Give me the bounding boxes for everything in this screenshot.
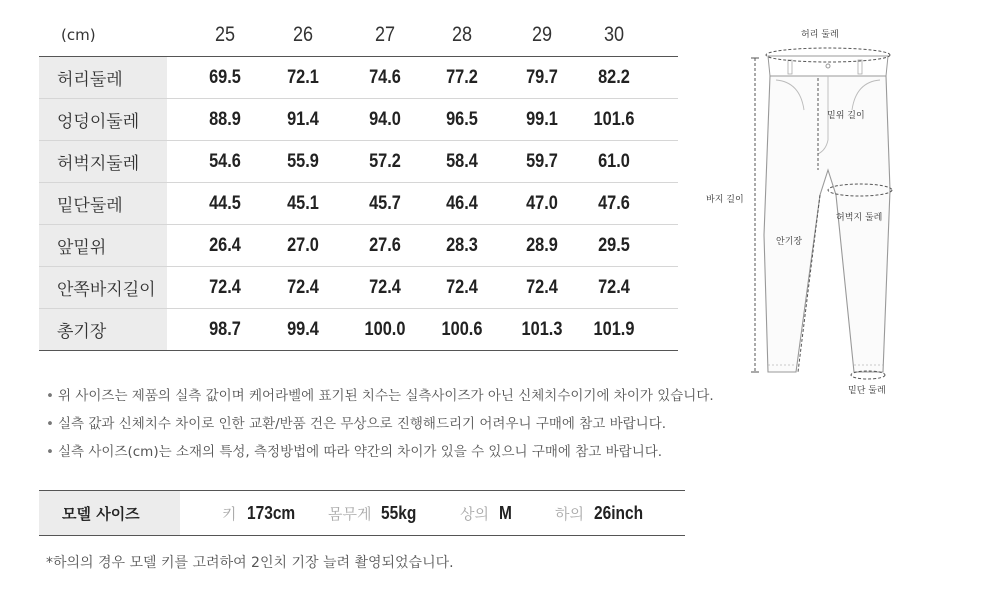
table-cell: 74.6 — [369, 66, 401, 88]
row-label: 허벅지둘레 — [39, 141, 167, 182]
table-cell: 101.3 — [521, 318, 563, 340]
inseam-label: 안기장 — [776, 237, 803, 247]
model-bottom-key: 하의 — [555, 504, 584, 523]
table-cell: 79.7 — [526, 66, 558, 88]
model-height-value: 173cm — [246, 502, 295, 523]
table-cell: 55.9 — [287, 150, 319, 172]
note-item — [46, 382, 726, 410]
note-text: 실측 사이즈(cm)는 소재의 특성, 측정방법에 따라 약간의 차이가 있을 수 있으니 구매에 참고 바랍니다. — [58, 444, 663, 460]
footnote: *하의의 경우 모델 키를 고려하여 2인치 기장 늘려 촬영되었습니다. — [46, 555, 454, 571]
bullet-icon: • — [46, 416, 54, 432]
size-notes — [46, 382, 726, 466]
table-row — [39, 309, 678, 351]
table-cell: 72.4 — [369, 276, 401, 298]
table-cell: 72.4 — [287, 276, 319, 298]
table-cell: 99.4 — [287, 318, 319, 340]
model-top-value: M — [498, 502, 512, 523]
size-col-28: 28 — [451, 23, 473, 46]
size-col-26: 26 — [292, 23, 314, 46]
table-cell: 69.5 — [209, 66, 241, 88]
unit-label: (cm) — [61, 26, 96, 44]
model-top-key: 상의 — [460, 504, 489, 523]
table-cell: 88.9 — [209, 108, 241, 130]
table-cell: 26.4 — [209, 234, 241, 256]
table-row — [39, 225, 678, 267]
row-label: 앞밑위 — [39, 225, 167, 266]
waist-label: 허리 둘레 — [801, 30, 839, 40]
table-cell: 94.0 — [369, 108, 401, 130]
size-table — [39, 14, 678, 351]
size-col-30: 30 — [603, 23, 625, 46]
table-cell: 57.2 — [369, 150, 401, 172]
model-weight-key: 몸무게 — [328, 504, 372, 523]
model-bottom-value: 26inch — [593, 502, 644, 523]
table-cell: 72.4 — [526, 276, 558, 298]
pants-measurement-diagram — [700, 20, 905, 400]
note-item — [46, 438, 726, 466]
row-label: 안쪽바지길이 — [39, 267, 167, 308]
table-cell: 44.5 — [209, 192, 241, 214]
table-cell: 77.2 — [446, 66, 478, 88]
table-cell: 61.0 — [598, 150, 630, 172]
rise-label: 밑위 길이 — [827, 111, 865, 121]
table-cell: 72.4 — [598, 276, 630, 298]
size-col-29: 29 — [531, 23, 553, 46]
table-cell: 101.9 — [593, 318, 635, 340]
table-cell: 99.1 — [526, 108, 558, 130]
model-height — [222, 491, 303, 535]
model-weight — [328, 491, 423, 535]
model-height-key: 키 — [222, 504, 237, 523]
size-header-row — [39, 14, 678, 57]
bullet-icon: • — [46, 444, 54, 460]
table-row — [39, 141, 678, 183]
table-cell: 100.0 — [364, 318, 406, 340]
table-cell: 59.7 — [526, 150, 558, 172]
table-cell: 47.6 — [598, 192, 630, 214]
table-row — [39, 57, 678, 99]
table-row — [39, 267, 678, 309]
thigh-label: 허벅지 둘레 — [836, 213, 883, 223]
table-cell: 29.5 — [598, 234, 630, 256]
model-size-label: 모델 사이즈 — [39, 491, 180, 535]
model-bottom — [555, 491, 651, 535]
size-col-25: 25 — [214, 23, 236, 46]
table-cell: 27.6 — [369, 234, 401, 256]
table-cell: 72.4 — [446, 276, 478, 298]
table-cell: 46.4 — [446, 192, 478, 214]
table-cell: 28.3 — [446, 234, 478, 256]
note-text: 실측 값과 신체치수 차이로 인한 교환/반품 건은 무상으로 진행해드리기 어려우니 구매에 참고 바랍니다. — [58, 416, 667, 432]
table-cell: 27.0 — [287, 234, 319, 256]
table-cell: 28.9 — [526, 234, 558, 256]
table-cell: 54.6 — [209, 150, 241, 172]
table-row — [39, 183, 678, 225]
model-weight-value: 55kg — [381, 502, 417, 523]
table-cell: 101.6 — [593, 108, 635, 130]
model-size-row — [39, 490, 685, 536]
note-item — [46, 410, 726, 438]
table-cell: 72.1 — [287, 66, 319, 88]
hem-label: 밑단 둘레 — [848, 386, 886, 396]
row-label: 총기장 — [39, 309, 167, 350]
bullet-icon: • — [46, 388, 54, 404]
model-top — [460, 491, 514, 535]
table-cell: 72.4 — [209, 276, 241, 298]
table-cell: 96.5 — [446, 108, 478, 130]
table-cell: 58.4 — [446, 150, 478, 172]
table-cell: 91.4 — [287, 108, 319, 130]
table-cell: 45.7 — [369, 192, 401, 214]
length-label: 바지 길이 — [706, 195, 744, 205]
row-label: 허리둘레 — [39, 57, 167, 98]
table-row — [39, 99, 678, 141]
table-cell: 45.1 — [287, 192, 319, 214]
note-text: 위 사이즈는 제품의 실측 값이며 케어라벨에 표기된 치수는 실측사이즈가 아닌 신체치수이기에 차이가 있습니다. — [58, 388, 714, 404]
row-label: 엉덩이둘레 — [39, 99, 167, 140]
table-cell: 47.0 — [526, 192, 558, 214]
size-col-27: 27 — [374, 23, 396, 46]
table-cell: 98.7 — [209, 318, 241, 340]
table-cell: 100.6 — [441, 318, 483, 340]
table-cell: 82.2 — [598, 66, 630, 88]
row-label: 밑단둘레 — [39, 183, 167, 224]
